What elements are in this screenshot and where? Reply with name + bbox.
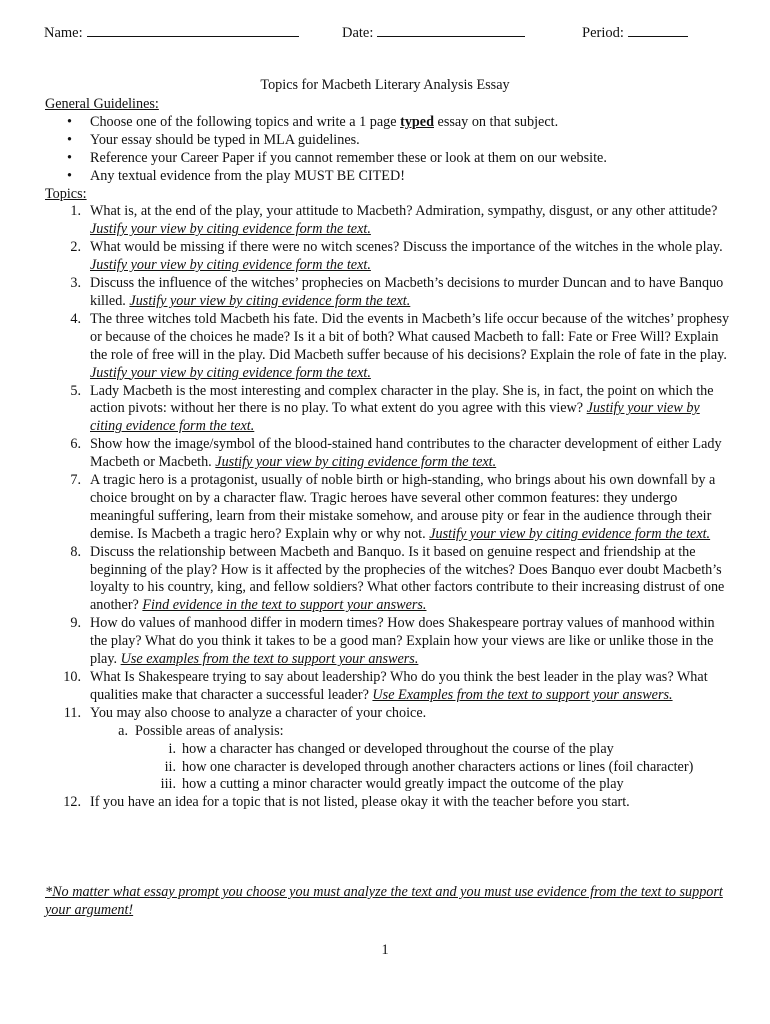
name-field xyxy=(44,22,299,42)
list-item: • Your essay should be typed in MLA guidelines. xyxy=(67,131,360,148)
cite-instruction: Use examples from the text to support your answers. xyxy=(120,651,419,668)
sub-list-item: a. Possible areas of analysis: xyxy=(90,723,735,741)
sub-item-letter: a. xyxy=(118,722,128,739)
topic-item: 11. You may also choose to analyze a character of your choice. a. Possible areas of analysis: i. how a character has changed or developed throughout the course of the play ii. how one character is developed through another characters actions or lines (foil character) iii. how a cutting a minor character would greatly impact the outcome of the play xyxy=(45,705,735,795)
date-blank-line xyxy=(377,22,525,37)
topic-item: 1. What is, at the end of the play, your attitude to Macbeth? Admiration, sympathy, disgust, or any other attitude? Justify your view by citing evidence form the text. xyxy=(45,203,735,239)
period-label: Period: xyxy=(582,25,624,41)
roman-list-item: ii. how one character is developed through another characters actions or lines (foil character) xyxy=(90,759,735,777)
topic-number: 5. xyxy=(70,382,81,399)
cite-instruction: Justify your view by citing evidence form the text. xyxy=(90,221,371,238)
cite-instruction: Use Examples from the text to support your answers. xyxy=(372,686,673,703)
emphasis-typed: typed xyxy=(400,113,434,130)
cite-instruction: Justify your view by citing evidence form the text. xyxy=(90,400,700,435)
cite-instruction: Justify your view by citing evidence form the text. xyxy=(215,454,497,471)
topic-item: 2. What would be missing if there were no witch scenes? Discuss the importance of the witches in the whole play. Justify your view by citing evidence form the text. xyxy=(45,239,735,275)
topic-number: 7. xyxy=(70,472,81,489)
closing-note: *No matter what essay prompt you choose you must analyze the text and you must use evidence from the text to support your argument! xyxy=(45,884,723,918)
name-label: Name: xyxy=(44,25,83,41)
list-item: • Choose one of the following topics and write a 1 page typed essay on that subject. xyxy=(67,113,559,130)
topic-number: 11. xyxy=(63,704,81,721)
topic-number: 1. xyxy=(70,203,81,220)
document-body xyxy=(45,96,735,812)
topic-item: 6. Show how the image/symbol of the blood-stained hand contributes to the character development of either Lady Macbeth or Macbeth. Justify your view by citing evidence form the text. xyxy=(45,436,735,472)
roman-list-item: i. how a character has changed or developed throughout the course of the play xyxy=(90,741,735,759)
guidelines-list xyxy=(45,114,735,186)
topic-item: 12. If you have an idea for a topic that is not listed, please okay it with the teacher before you start. xyxy=(45,794,735,812)
topic-item: 8. Discuss the relationship between Macbeth and Banquo. Is it based on genuine respect and friendship at the beginning of the play? How is it affected by the prophecies of the witches? Does Banquo ever doubt Macbeth’s loyalty to his country, king, and fellow soldiers? What other factors contribute to their increasing distrust of one another? Find evidence in the text to support your answers. xyxy=(45,544,735,616)
cite-instruction: Find evidence in the text to support your answers. xyxy=(142,597,427,614)
cite-instruction: Justify your view by citing evidence form the text. xyxy=(90,364,371,381)
document-title: Topics for Macbeth Literary Analysis Essay xyxy=(260,77,510,93)
bullet-icon: • xyxy=(67,149,72,166)
list-item: • Reference your Career Paper if you cannot remember these or look at them on our website. xyxy=(67,149,607,166)
roman-list-item: iii. how a cutting a minor character would greatly impact the outcome of the play xyxy=(90,776,735,794)
period-blank-line xyxy=(628,22,688,37)
date-field xyxy=(342,22,525,42)
topic-number: 3. xyxy=(70,275,81,292)
roman-numeral: i. xyxy=(168,740,176,757)
topic-number: 2. xyxy=(70,239,81,256)
list-item: • Any textual evidence from the play MUST BE CITED! xyxy=(67,167,405,184)
roman-numeral: ii. xyxy=(164,758,176,775)
topics-heading: Topics: xyxy=(45,185,87,202)
topic-item: 4. The three witches told Macbeth his fate. Did the events in Macbeth’s life occur because of the witches’ prophesy or because of the choices he made? Is it a bit of both? What caused Macbeth to fall: Fate or Free Will? Explain the role of free will in the play. Did Macbeth suffer because of his decisions? Explain the role of fate in the play. Justify your view by citing evidence form the text. xyxy=(45,311,735,383)
roman-numeral: iii. xyxy=(160,776,176,793)
topic-number: 6. xyxy=(70,436,81,453)
guidelines-heading: General Guidelines: xyxy=(45,96,159,112)
topic-number: 9. xyxy=(70,615,81,632)
page-number: 1 xyxy=(381,942,389,958)
cite-instruction: Justify your view by citing evidence form the text. xyxy=(90,257,371,274)
cite-instruction: Justify your view by citing evidence form the text. xyxy=(429,525,711,542)
date-label: Date: xyxy=(342,25,374,41)
name-blank-line xyxy=(87,22,299,37)
topic-number: 12. xyxy=(63,794,81,811)
topic-number: 10. xyxy=(63,669,81,685)
topic-item: 10. What Is Shakespeare trying to say about leadership? Who do you think the best leader in the play was? What qualities make that character a successful leader? Use Examples from the text to support your answers. xyxy=(45,669,735,705)
cite-instruction: Justify your view by citing evidence form the text. xyxy=(129,292,411,309)
topic-item: 5. Lady Macbeth is the most interesting and complex character in the play. She is, in fact, the point on which the action pivots: without her there is no play. To what extent do you agree with this view? Justify your view by citing evidence form the text. xyxy=(45,383,735,437)
bullet-icon: • xyxy=(67,113,72,130)
topic-item: 9. How do values of manhood differ in modern times? How does Shakespeare portray values of manhood within the play? What do you think it takes to be a good man? Explain how your views are like or unlike those in the play. Use examples from the text to support your answers. xyxy=(45,615,735,669)
topic-number: 8. xyxy=(70,543,81,560)
topic-item: 7. A tragic hero is a protagonist, usually of noble birth or high-standing, who brings about his own downfall by a choice brought on by a character flaw. Tragic heroes have several other common features: they undergo meaningful suffering, learn from their mistake somehow, and arouse pity or fear in the audience through their demise. Is Macbeth a tragic hero? Explain why or why not. Justify your view by citing evidence form the text. xyxy=(45,472,735,544)
bullet-icon: • xyxy=(67,131,72,148)
bullet-icon: • xyxy=(67,167,72,184)
topic-item: 3. Discuss the influence of the witches’ prophecies on Macbeth’s decisions to murder Duncan and to have Banquo killed. Justify your view by citing evidence form the text. xyxy=(45,275,735,311)
period-field xyxy=(582,22,688,42)
topics-list xyxy=(45,203,735,812)
header-fields xyxy=(44,22,734,42)
topic-number: 4. xyxy=(70,310,81,327)
